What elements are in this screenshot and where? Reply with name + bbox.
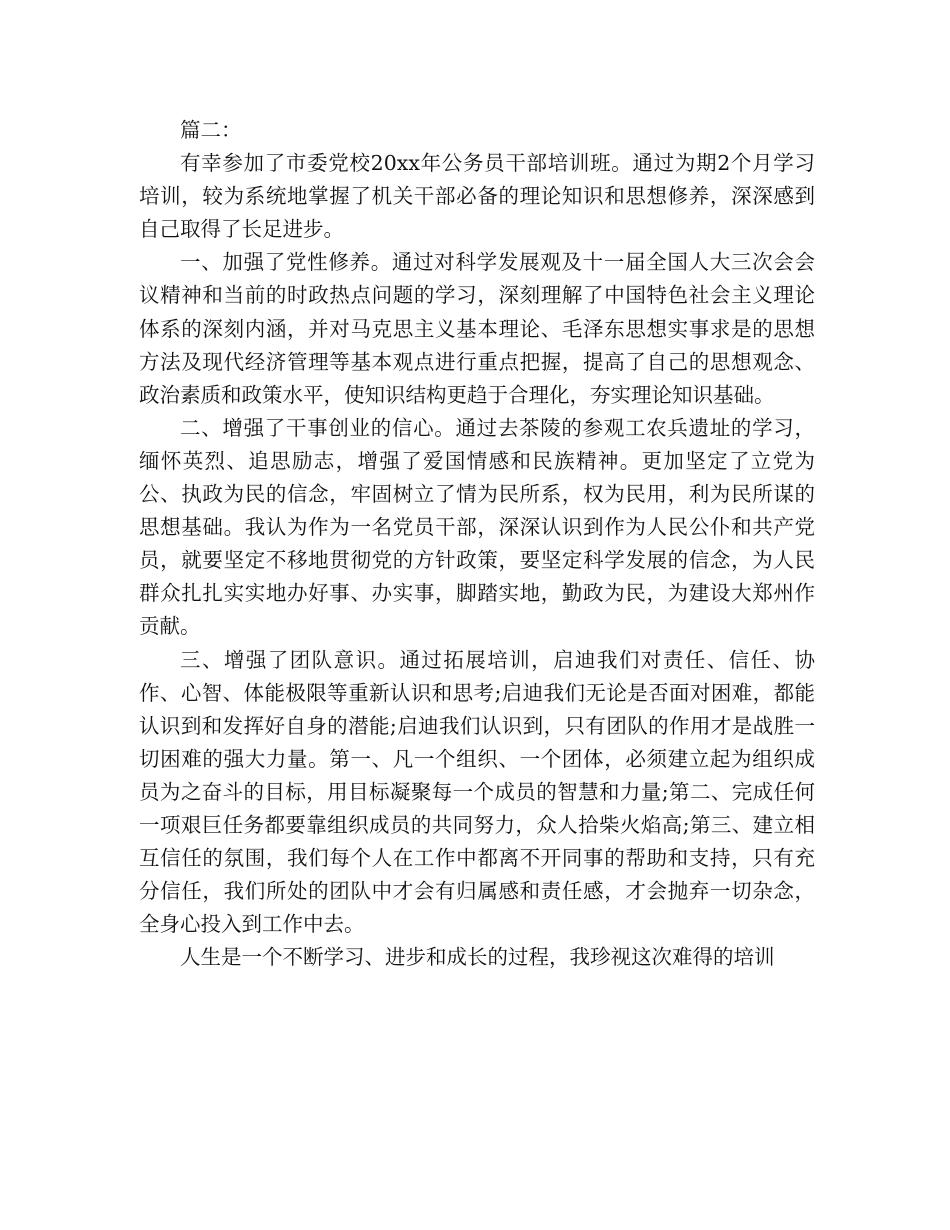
paragraph-party-spirit: 一、加强了党性修养。通过对科学发展观及十一届全国人大三次会会议精神和当前的时政热点问题的学习，深刻理解了中国特色社会主义理论体系的深刻内涵，并对马克思主义基本理论、毛泽东思想实事求是的思想方法及现代经济管理等基本观点进行重点把握，提高了自己的思想观念、政治素质和政策水平，使知识结构更趋于合理化，夯实理论知识基础。 <box>139 250 815 407</box>
document-body <box>139 114 815 974</box>
paragraph-intro: 有幸参加了市委党校20xx年公务员干部培训班。通过为期2个月学习培训，较为系统地掌握了机关干部必备的理论知识和思想修养，深深感到自己取得了长足进步。 <box>139 151 815 242</box>
paragraph-career-confidence: 二、增强了干事创业的信心。通过去茶陵的参观工农兵遗址的学习，缅怀英烈、追思励志，增强了爱国情感和民族精神。更加坚定了立党为公、执政为民的信念，牢固树立了情为民所系，权为民用，利为民所谋的思想基础。我认为作为一名党员干部，深深认识到作为人民公仆和共产党员，就要坚定不移地贯彻党的方针政策，要坚定科学发展的信念，为人民群众扎扎实实地办好事、办实事，脚踏实地，勤政为民，为建设大郑州作贡献。 <box>139 415 815 639</box>
section-heading: 篇二： <box>180 118 242 142</box>
paragraph-conclusion: 人生是一个不断学习、进步和成长的过程，我珍视这次难得的培训 <box>180 945 775 970</box>
paragraph-team-awareness: 三、增强了团队意识。通过拓展培训，启迪我们对责任、信任、协作、心智、体能极限等重新认识和思考;启迪我们无论是否面对困难，都能认识到和发挥好自身的潜能;启迪我们认识到，只有团队的作用才是战胜一切困难的强大力量。第一、凡一个组织、一个团体，必须建立起为组织成员为之奋斗的目标，用目标凝聚每一个成员的智慧和力量;第二、完成任何一项艰巨任务都要靠组织成员的共同努力，众人拾柴火焰高;第三、建立相互信任的氛围，我们每个人在工作中都离不开同事的帮助和支持，只有充分信任，我们所处的团队中才会有归属感和责任感，才会抛弃一切杂念，全身心投入到工作中去。 <box>139 647 815 937</box>
